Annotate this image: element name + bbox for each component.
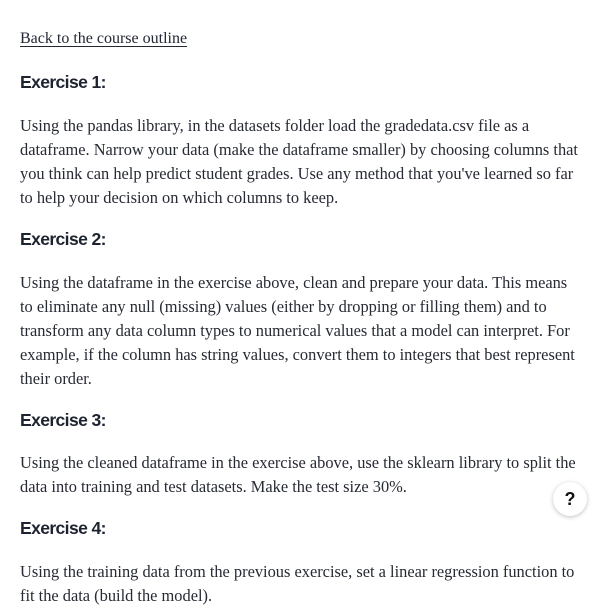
exercise-1-text: Using the pandas library, in the datasets folder load the gradedata.csv file as a dataframe. Narrow your data (make the dataframe smaller) by choosing columns that you think can help predict student grades. Use any method that you've learned so far to help your decision on which columns to keep. (20, 116, 578, 207)
exercise-2-heading: Exercise 2: (20, 229, 106, 249)
back-to-outline-link[interactable]: Back to the course outline (20, 30, 188, 47)
exercise-1-heading: Exercise 1: (20, 72, 106, 92)
exercise-4-heading: Exercise 4: (20, 518, 106, 538)
exercise-2-text: Using the dataframe in the exercise above, clean and prepare your data. This means to eliminate any null (missing) values (either by dropping or filling them) and to transform any data column types to numerical values that a model can interpret. For example, if the column has string values, convert them to integers that best represent their order. (20, 273, 575, 388)
question-mark-icon: ? (564, 488, 576, 509)
exercise-3-text: Using the cleaned dataframe in the exercise above, use the sklearn library to split the data into training and test datasets. Make the test size 30%. (20, 453, 576, 496)
exercise-3-heading: Exercise 3: (20, 410, 106, 430)
exercise-4-text: Using the training data from the previous exercise, set a linear regression function to fit the data (build the model). (20, 562, 575, 605)
help-button[interactable] (553, 482, 587, 516)
